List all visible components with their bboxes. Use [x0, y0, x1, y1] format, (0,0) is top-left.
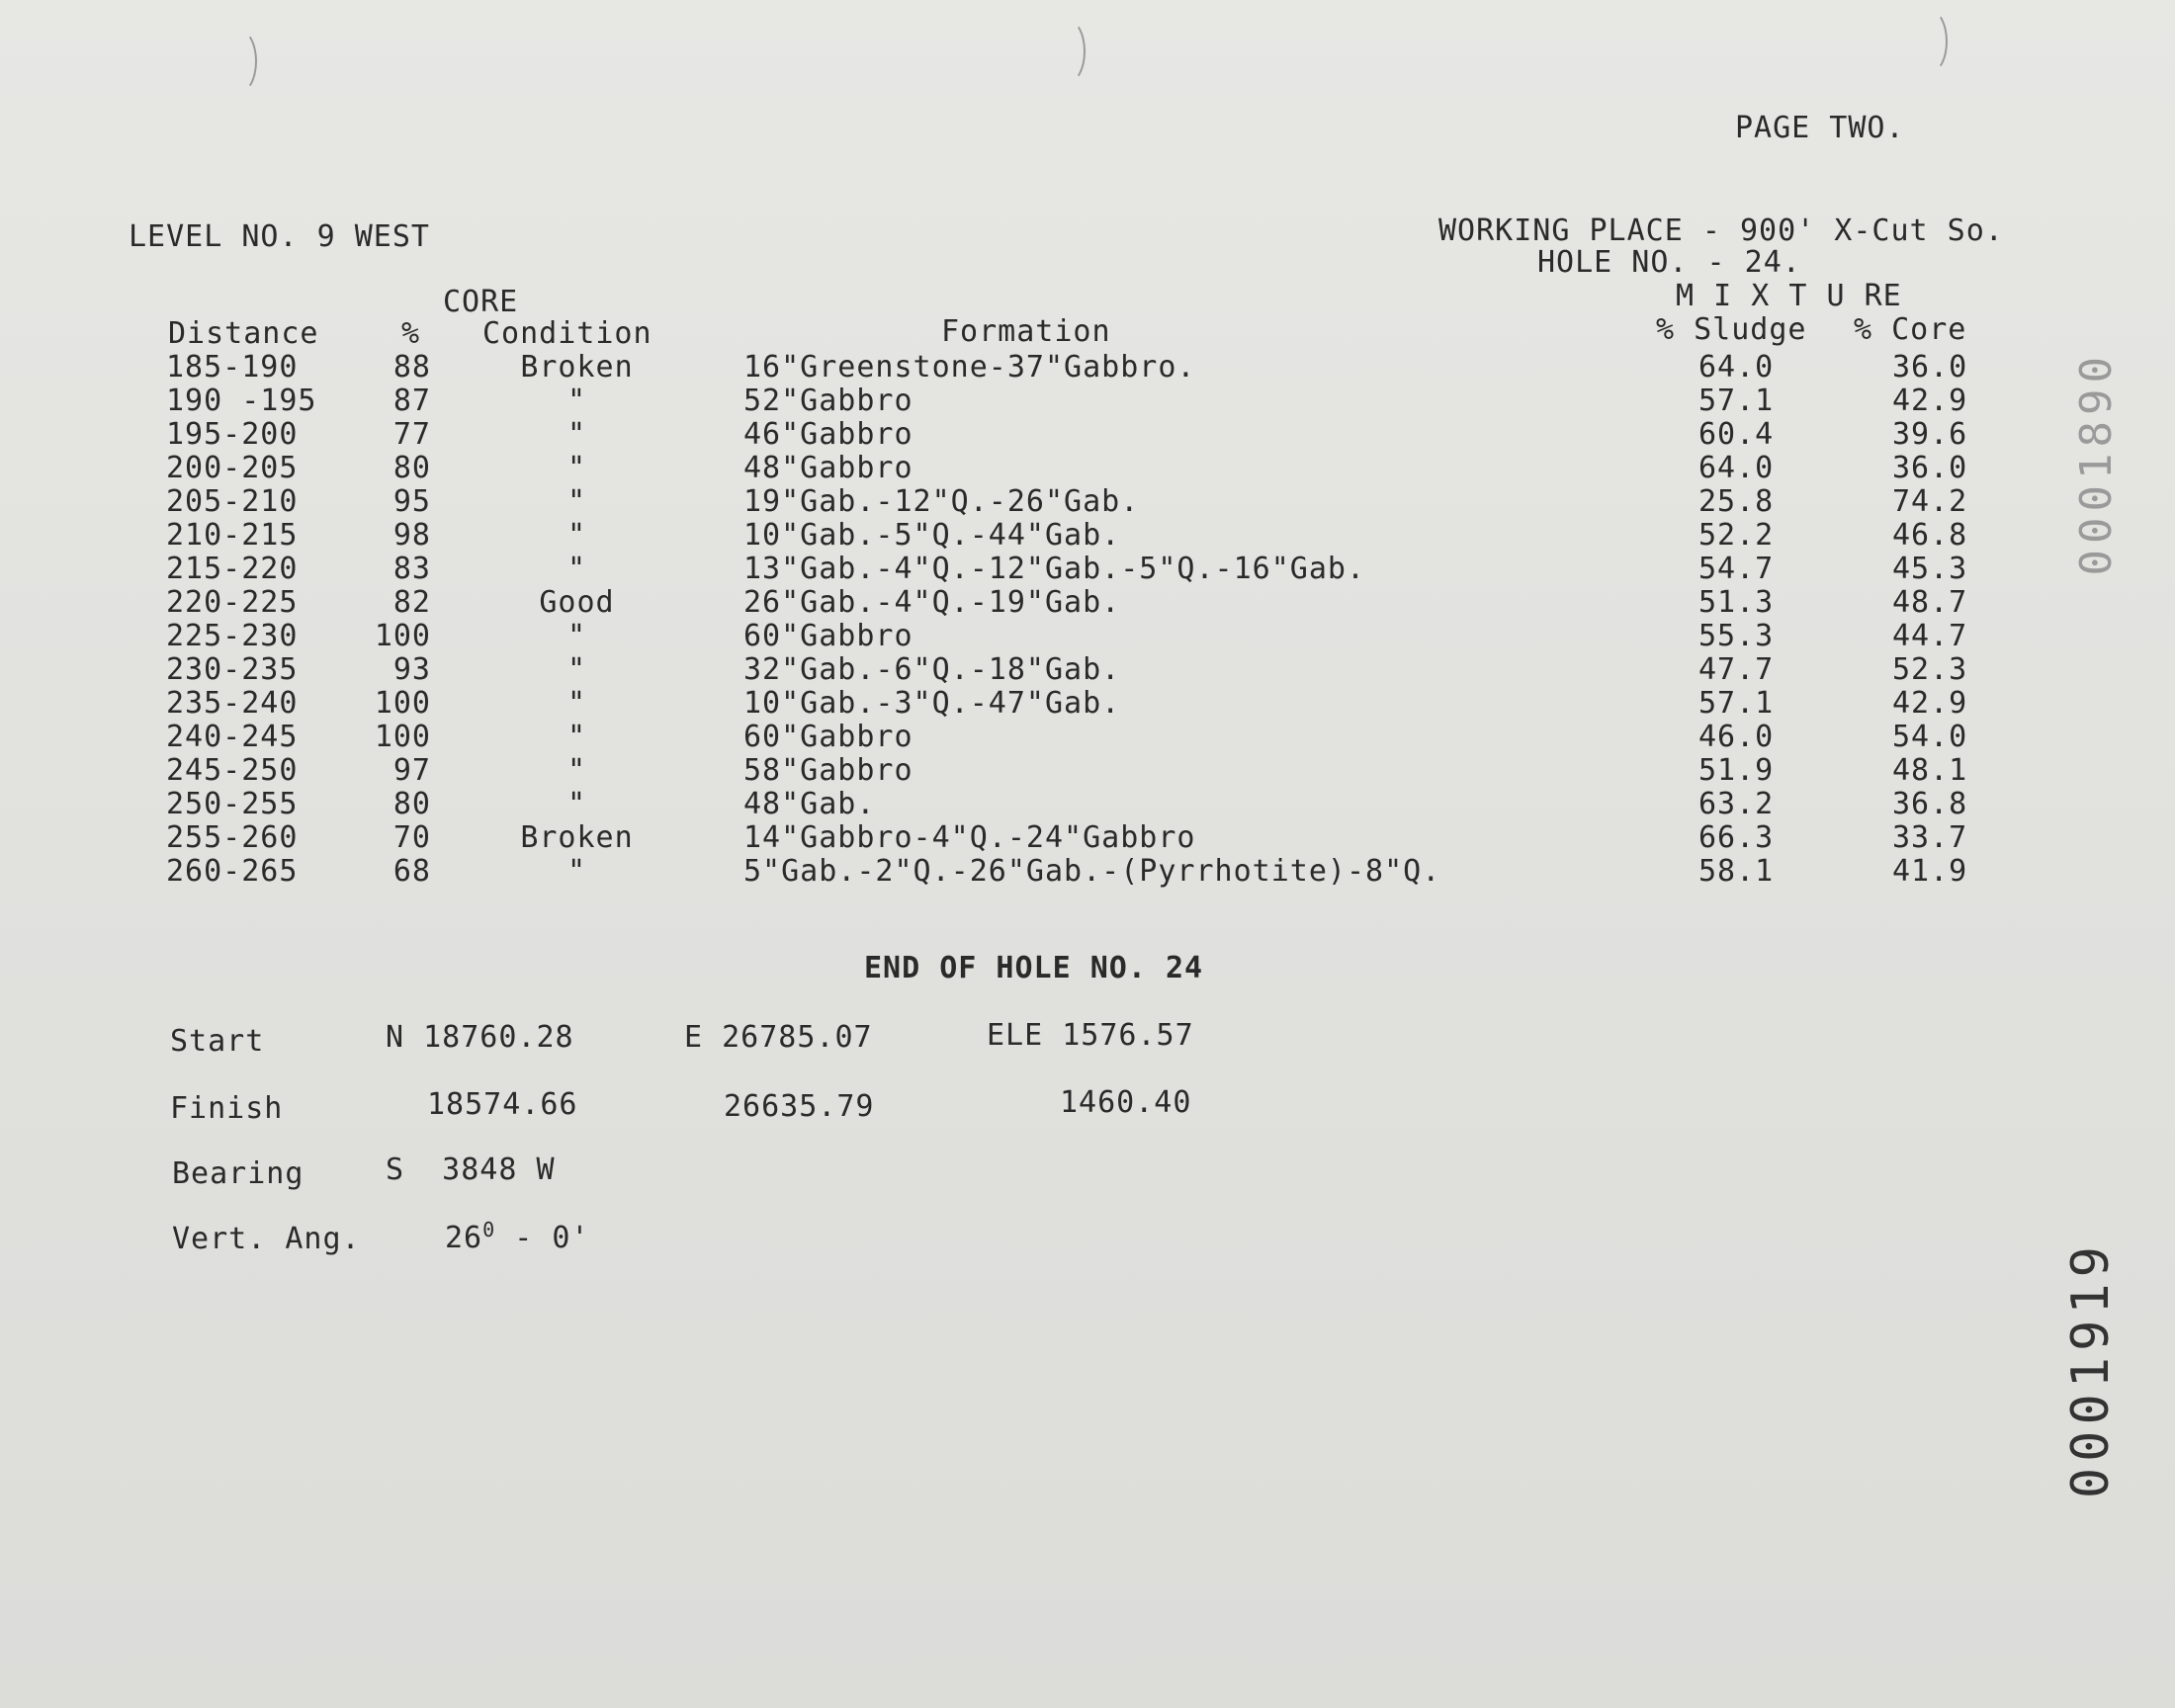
formation-header: Formation	[941, 314, 1111, 349]
core-header: CORE	[443, 285, 519, 319]
condition-header: Condition	[482, 316, 652, 351]
row-core-percent: 70	[392, 820, 431, 855]
distance-header: Distance	[168, 316, 319, 351]
row-mixture-core-percent: 39.6	[1892, 417, 1968, 452]
row-sludge-percent: 25.8	[1698, 484, 1775, 519]
row-sludge-percent: 66.3	[1698, 820, 1775, 855]
row-mixture-core-percent: 46.8	[1892, 518, 1968, 553]
row-distance: 210-215	[166, 518, 299, 553]
row-formation: 19"Gab.-12"Q.-26"Gab.	[743, 484, 1140, 519]
row-mixture-core-percent: 48.7	[1892, 585, 1968, 620]
row-condition: "	[566, 619, 587, 653]
row-distance: 190 -195	[166, 384, 317, 418]
row-distance: 215-220	[166, 552, 299, 586]
row-core-percent: 68	[392, 854, 431, 889]
row-sludge-percent: 54.7	[1698, 552, 1775, 586]
table-row	[0, 652, 2175, 686]
row-sludge-percent: 60.4	[1698, 417, 1775, 452]
start-elevation: ELE 1576.57	[987, 1018, 1194, 1053]
row-core-percent: 100	[374, 686, 431, 721]
scan-edge-mark	[1914, 10, 1948, 73]
row-sludge-percent: 46.0	[1698, 720, 1775, 754]
table-row	[0, 753, 2175, 787]
row-mixture-core-percent: 45.3	[1892, 552, 1968, 586]
row-formation: 14"Gabbro-4"Q.-24"Gabbro	[743, 820, 1196, 855]
row-condition: "	[566, 518, 587, 553]
row-formation: 32"Gab.-6"Q.-18"Gab.	[743, 652, 1121, 687]
page-label: PAGE TWO.	[1735, 111, 1905, 145]
row-condition: Good	[539, 585, 615, 620]
row-mixture-core-percent: 48.1	[1892, 753, 1968, 788]
bearing-label: Bearing	[172, 1156, 304, 1191]
row-mixture-core-percent: 42.9	[1892, 686, 1968, 721]
row-condition: "	[566, 552, 587, 586]
row-condition: "	[566, 686, 587, 721]
row-mixture-core-percent: 36.8	[1892, 787, 1968, 821]
table-row	[0, 787, 2175, 820]
row-formation: 10"Gab.-5"Q.-44"Gab.	[743, 518, 1121, 553]
row-sludge-percent: 57.1	[1698, 686, 1775, 721]
row-sludge-percent: 55.3	[1698, 619, 1775, 653]
row-formation: 52"Gabbro	[743, 384, 914, 418]
row-condition: "	[566, 720, 587, 754]
finish-northing: 18574.66	[427, 1087, 578, 1122]
row-formation: 46"Gabbro	[743, 417, 914, 452]
table-row	[0, 820, 2175, 854]
row-sludge-percent: 64.0	[1698, 451, 1775, 485]
row-distance: 245-250	[166, 753, 299, 788]
row-distance: 260-265	[166, 854, 299, 889]
row-distance: 230-235	[166, 652, 299, 687]
row-mixture-core-percent: 41.9	[1892, 854, 1968, 889]
row-mixture-core-percent: 44.7	[1892, 619, 1968, 653]
level-label: LEVEL NO. 9 WEST	[129, 219, 430, 254]
row-condition: "	[566, 384, 587, 418]
row-formation: 13"Gab.-4"Q.-12"Gab.-5"Q.-16"Gab.	[743, 552, 1366, 586]
row-condition: "	[566, 753, 587, 788]
row-condition: "	[566, 652, 587, 687]
scan-edge-mark	[223, 30, 257, 93]
row-core-percent: 77	[392, 417, 431, 452]
row-distance: 250-255	[166, 787, 299, 821]
vertical-angle-degrees: 26	[445, 1221, 483, 1255]
row-core-percent: 87	[392, 384, 431, 418]
row-condition: Broken	[520, 350, 634, 384]
end-of-hole-title: END OF HOLE NO. 24	[864, 951, 1204, 985]
start-northing: N 18760.28	[386, 1020, 574, 1055]
row-core-percent: 100	[374, 720, 431, 754]
degree-mark: 0	[482, 1218, 496, 1241]
row-distance: 200-205	[166, 451, 299, 485]
table-row	[0, 686, 2175, 720]
row-mixture-core-percent: 36.0	[1892, 350, 1968, 384]
row-mixture-core-percent: 42.9	[1892, 384, 1968, 418]
table-row	[0, 854, 2175, 888]
faint-document-stamp: 0001890	[2071, 351, 2122, 576]
scan-edge-mark	[1052, 20, 1086, 83]
row-distance: 185-190	[166, 350, 299, 384]
table-row	[0, 451, 2175, 484]
row-distance: 235-240	[166, 686, 299, 721]
sludge-header: % Sludge	[1656, 312, 1807, 347]
row-formation: 60"Gabbro	[743, 619, 914, 653]
row-core-percent: 88	[392, 350, 431, 384]
hole-number: HOLE NO. - 24.	[1537, 245, 1801, 280]
row-mixture-core-percent: 54.0	[1892, 720, 1968, 754]
row-formation: 10"Gab.-3"Q.-47"Gab.	[743, 686, 1121, 721]
row-distance: 195-200	[166, 417, 299, 452]
row-condition: "	[566, 787, 587, 821]
working-place: WORKING PLACE - 900' X-Cut So.	[1438, 214, 2004, 248]
finish-easting: 26635.79	[724, 1089, 875, 1124]
row-core-percent: 95	[392, 484, 431, 519]
table-row	[0, 484, 2175, 518]
row-condition: Broken	[520, 820, 634, 855]
row-core-percent: 82	[392, 585, 431, 620]
row-distance: 205-210	[166, 484, 299, 519]
row-core-percent: 83	[392, 552, 431, 586]
row-formation: 48"Gab.	[743, 787, 876, 821]
finish-label: Finish	[170, 1091, 284, 1126]
row-condition: "	[566, 854, 587, 889]
row-core-percent: 93	[392, 652, 431, 687]
document-number-stamp: 0001919	[2061, 1240, 2121, 1499]
table-row	[0, 384, 2175, 417]
finish-elevation: 1460.40	[1060, 1085, 1192, 1120]
row-formation: 16"Greenstone-37"Gabbro.	[743, 350, 1196, 384]
table-row	[0, 619, 2175, 652]
table-row	[0, 518, 2175, 552]
row-sludge-percent: 51.3	[1698, 585, 1775, 620]
table-row	[0, 720, 2175, 753]
row-core-percent: 98	[392, 518, 431, 553]
table-row	[0, 585, 2175, 619]
row-formation: 60"Gabbro	[743, 720, 914, 754]
row-condition: "	[566, 417, 587, 452]
row-sludge-percent: 64.0	[1698, 350, 1775, 384]
row-formation: 58"Gabbro	[743, 753, 914, 788]
vertical-angle-minutes: - 0'	[495, 1221, 590, 1255]
row-formation: 26"Gab.-4"Q.-19"Gab.	[743, 585, 1121, 620]
row-distance: 255-260	[166, 820, 299, 855]
row-sludge-percent: 51.9	[1698, 753, 1775, 788]
table-row	[0, 417, 2175, 451]
row-sludge-percent: 47.7	[1698, 652, 1775, 687]
row-formation: 48"Gabbro	[743, 451, 914, 485]
row-core-percent: 97	[392, 753, 431, 788]
vertical-angle-value	[445, 1218, 589, 1255]
percent-header: %	[401, 316, 421, 351]
row-mixture-core-percent: 33.7	[1892, 820, 1968, 855]
row-distance: 225-230	[166, 619, 299, 653]
row-sludge-percent: 57.1	[1698, 384, 1775, 418]
table-row	[0, 350, 2175, 384]
row-distance: 220-225	[166, 585, 299, 620]
row-condition: "	[566, 451, 587, 485]
row-core-percent: 80	[392, 451, 431, 485]
row-sludge-percent: 63.2	[1698, 787, 1775, 821]
row-mixture-core-percent: 52.3	[1892, 652, 1968, 687]
core-percent-header: % Core	[1854, 312, 1967, 347]
bearing-value: S 3848 W	[386, 1153, 556, 1187]
row-mixture-core-percent: 36.0	[1892, 451, 1968, 485]
row-core-percent: 80	[392, 787, 431, 821]
mixture-header: M I X T U RE	[1676, 279, 1902, 313]
start-label: Start	[170, 1024, 265, 1059]
row-sludge-percent: 58.1	[1698, 854, 1775, 889]
row-formation: 5"Gab.-2"Q.-26"Gab.-(Pyrrhotite)-8"Q.	[743, 854, 1441, 889]
row-mixture-core-percent: 74.2	[1892, 484, 1968, 519]
row-condition: "	[566, 484, 587, 519]
table-row	[0, 552, 2175, 585]
vertical-angle-label: Vert. Ang.	[172, 1222, 361, 1256]
start-easting: E 26785.07	[684, 1020, 873, 1055]
row-distance: 240-245	[166, 720, 299, 754]
row-core-percent: 100	[374, 619, 431, 653]
row-sludge-percent: 52.2	[1698, 518, 1775, 553]
